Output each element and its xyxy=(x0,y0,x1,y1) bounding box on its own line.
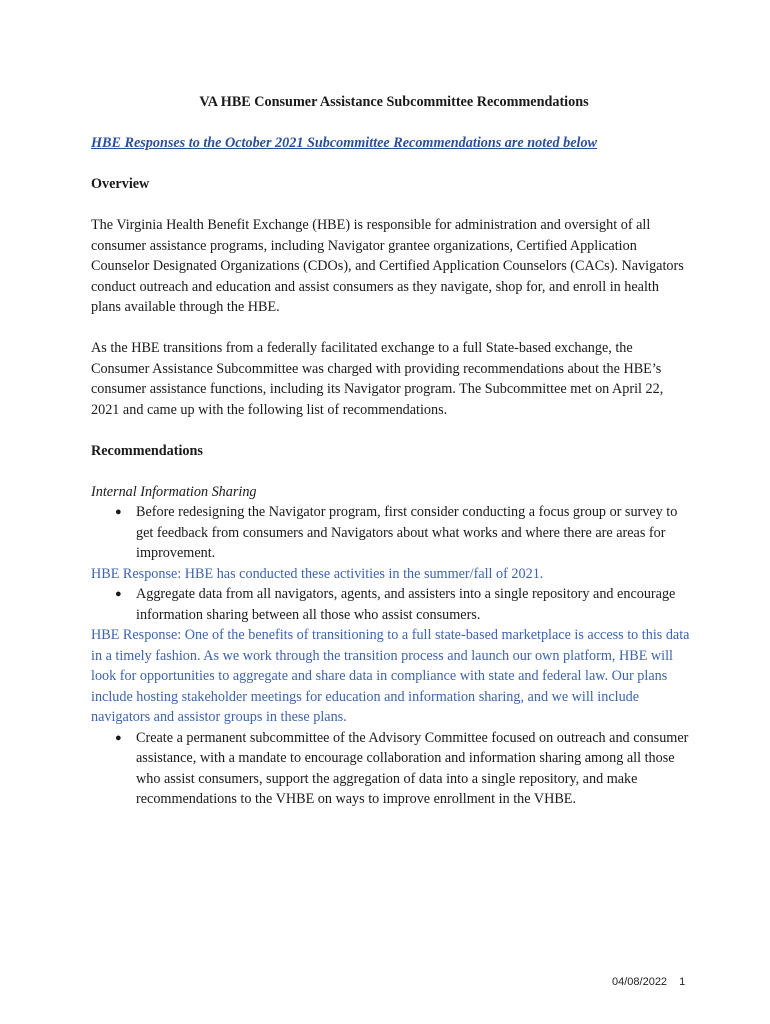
recommendations-heading: Recommendations xyxy=(91,442,203,459)
overview-paragraph-1: The Virginia Health Benefit Exchange (HBE) is responsible for administration and oversight of all consumer assistance programs, including Navigator grantee organizations, Certified Application Counselor Designated Organizations (CDOs), and Certified Application Counselors (CACs). Navigators conduct outreach and education and assist consumers as they navigate, shop for, and enroll in health plans available through the HBE. xyxy=(91,217,684,315)
recommendation-text: Before redesigning the Navigator program, first consider conducting a focus group or survey to get feedback from consumers and Navigators about what works and where there are areas for improvement. xyxy=(136,504,678,561)
page-footer xyxy=(612,976,685,988)
bullet-icon: ● xyxy=(115,731,122,744)
bullet-icon: ● xyxy=(115,506,122,518)
recommendation-list-3 xyxy=(91,728,691,810)
list-item xyxy=(91,728,691,810)
bullet-icon: ● xyxy=(115,588,122,600)
hbe-response-2: HBE Response: One of the benefits of transitioning to a full state-based marketplace is access to this data in a timely fashion. As we work through the transition process and launch our own platform, HBE will look for opportunities to aggregate and share data in compliance with state and federal law. Our plans include hosting stakeholder meetings for education and information sharing, and we will include navigators and assistor groups in these plans. xyxy=(91,627,690,725)
overview-paragraph-2: As the HBE transitions from a federally facilitated exchange to a full State-based exchange, the Consumer Assistance Subcommittee was charged with providing recommendations about the HBE’s consumer assistance functions, including its Navigator program. The Subcommittee met on April 22, 2021 and came up with the following list of recommendations. xyxy=(91,340,664,418)
recommendation-text: Aggregate data from all navigators, agents, and assisters into a single repository and encourage information sharing between all those who assist consumers. xyxy=(136,586,676,623)
recommendation-list-2 xyxy=(91,584,691,625)
recommendation-list-1 xyxy=(91,502,691,564)
hbe-response-1: HBE Response: HBE has conducted these activities in the summer/fall of 2021. xyxy=(91,565,544,582)
page-number: 1 xyxy=(679,976,686,988)
document-subtitle: HBE Responses to the October 2021 Subcommittee Recommendations are noted below xyxy=(91,135,598,151)
document-title: VA HBE Consumer Assistance Subcommittee Recommendations xyxy=(199,94,589,110)
overview-heading: Overview xyxy=(91,176,150,192)
document-body xyxy=(91,92,691,810)
recommendation-text: Create a permanent subcommittee of the Advisory Committee focused on outreach and consumer assistance, with a mandate to encourage collaboration and information sharing among all those who assist consumers, support the aggregation of data into a single repository, and make recommendations to the VHBE on ways to improve enrollment in the VHBE. xyxy=(136,729,689,807)
section-label-internal-information-sharing: Internal Information Sharing xyxy=(91,483,257,500)
list-item xyxy=(91,502,691,564)
footer-date: 04/08/2022 xyxy=(612,976,668,988)
list-item xyxy=(91,584,691,625)
